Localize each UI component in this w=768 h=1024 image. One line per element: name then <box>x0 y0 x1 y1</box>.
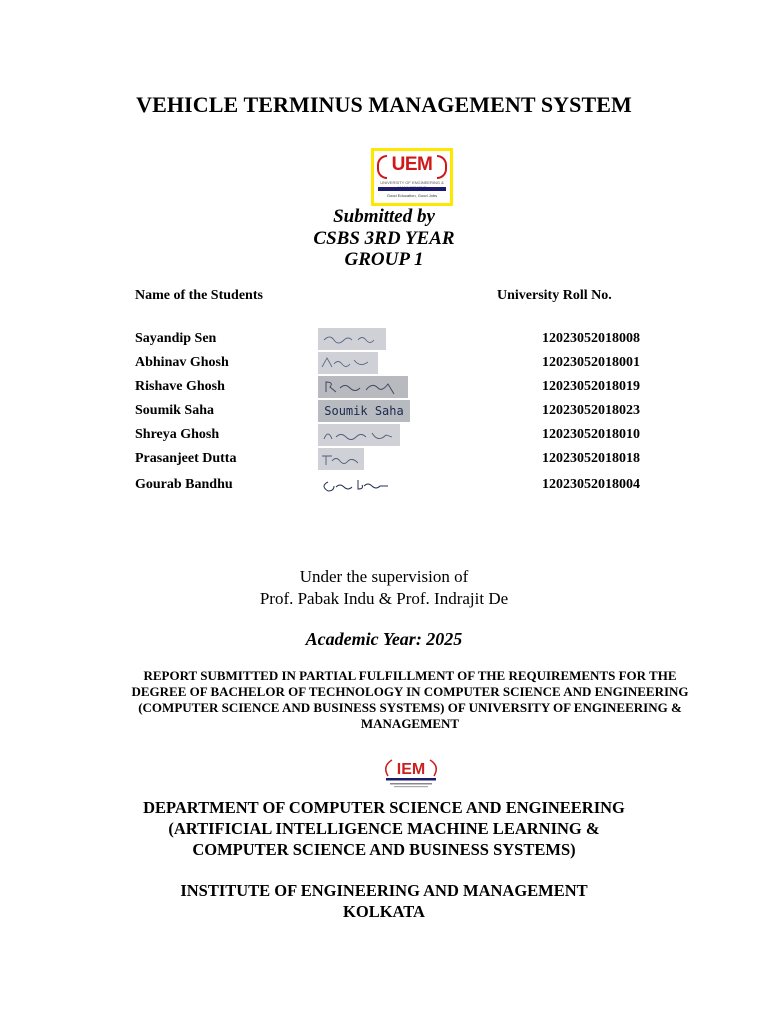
signature-image <box>318 448 364 470</box>
roll-number: 12023052018023 <box>542 403 640 418</box>
table-row <box>0 352 768 374</box>
table-row <box>0 448 768 470</box>
student-name: Shreya Ghosh <box>135 427 220 442</box>
roll-column-header: University Roll No. <box>497 288 612 303</box>
table-row <box>0 328 768 350</box>
uem-logo-icon <box>371 148 453 206</box>
institute-city: KOLKATA <box>343 902 425 921</box>
student-name: Gourab Bandhu <box>135 477 233 492</box>
student-name: Rishave Ghosh <box>135 379 225 394</box>
signature-image <box>318 376 408 398</box>
roll-number: 12023052018018 <box>542 451 640 466</box>
class-year: CSBS 3RD YEAR <box>313 228 455 249</box>
name-column-header: Name of the Students <box>135 288 263 303</box>
student-name: Soumik Saha <box>135 403 214 418</box>
supervision-label: Under the supervision of <box>299 567 469 586</box>
report-statement: REPORT SUBMITTED IN PARTIAL FULFILLMENT OF THE REQUIREMENTS FOR THE DEGREE OF BACHELOR OF TECHNOLOGY IN COMPUTER SCIENCE AND ENGINEERING (COMPUTER SCIENCE AND BUSINESS SYSTEMS) OF UNIVERSITY OF ENGINEERING & MANAGEMENT <box>131 668 689 731</box>
signature-image <box>318 352 378 374</box>
uem-logo-tagline: Good Education, Good Jobs <box>386 193 438 198</box>
department-line-2: (ARTIFICIAL INTELLIGENCE MACHINE LEARNING & <box>168 819 600 838</box>
uem-logo-subtitle: UNIVERSITY OF ENGINEERING & <box>380 180 444 185</box>
student-name: Abhinav Ghosh <box>135 355 229 370</box>
group-number: GROUP 1 <box>344 249 424 270</box>
student-name: Sayandip Sen <box>135 331 217 346</box>
supervisors: Prof. Pabak Indu & Prof. Indrajit De <box>259 589 509 608</box>
department-line-1: DEPARTMENT OF COMPUTER SCIENCE AND ENGINEERING <box>143 798 625 817</box>
signature-image <box>318 424 400 446</box>
department-line-3: COMPUTER SCIENCE AND BUSINESS SYSTEMS) <box>192 840 576 859</box>
signature-image: Soumik Saha <box>318 400 410 422</box>
table-row <box>0 376 768 398</box>
student-name: Prasanjeet Dutta <box>135 451 237 466</box>
table-row <box>0 474 768 496</box>
signature-image <box>318 328 386 350</box>
academic-year: Academic Year: 2025 <box>305 629 463 649</box>
iem-logo-text: IEM <box>396 761 426 778</box>
table-row <box>0 400 768 422</box>
submitted-by: Submitted by <box>333 206 435 227</box>
roll-number: 12023052018004 <box>542 477 640 492</box>
roll-number: 12023052018019 <box>542 379 640 394</box>
institute-name: INSTITUTE OF ENGINEERING AND MANAGEMENT <box>180 881 588 900</box>
document-title: VEHICLE TERMINUS MANAGEMENT SYSTEM <box>136 92 632 117</box>
iem-logo-icon <box>380 756 442 790</box>
table-row <box>0 424 768 446</box>
signature-image <box>318 474 390 496</box>
uem-logo-text: UEM <box>391 154 433 175</box>
roll-number: 12023052018008 <box>542 331 640 346</box>
roll-number: 12023052018001 <box>542 355 640 370</box>
roll-number: 12023052018010 <box>542 427 640 442</box>
